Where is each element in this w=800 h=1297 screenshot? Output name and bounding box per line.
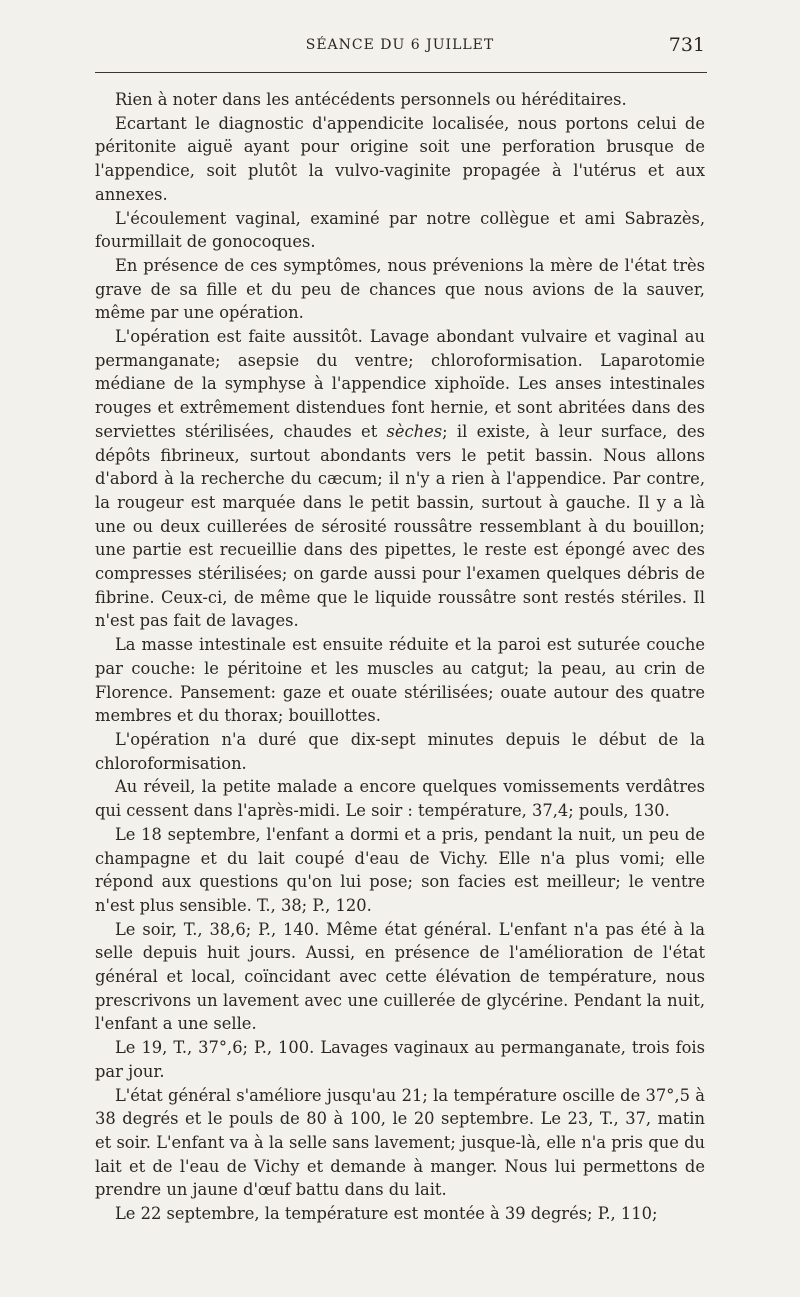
paragraph-part: L'opération est faite aussitôt. Lavage abondant vulvaire et vaginal au permanganate; asepsie du ventre; chloroformisation. Laparotomie médiane de la symphyse à l'appendice xiphoïde. Les anses intestinales rouges et extrêmement distendues font hernie, et sont abritées dans des serviettes stérilisées, chaudes et: [95, 327, 705, 441]
paragraph: L'état général s'améliore jusqu'au 21; la température oscille de 37°,5 à 38 degrés et le pouls de 80 à 100, le 20 septembre. Le 23, T., 37, matin et soir. L'enfant va à la selle sans lavement; jusque-là, elle n'a pris que du lait et de l'eau de Vichy et demande à manger. Nous lui permettons de prendre un jaune d'œuf battu dans du lait.: [95, 1085, 705, 1200]
header-rule: [95, 72, 707, 73]
page-header: [95, 34, 705, 60]
paragraph: La masse intestinale est ensuite réduite et la paroi est suturée couche par couche: le péritoine et les muscles au catgut; la peau, au crin de Florence. Pansement: gaze et ouate stérilisées; ouate autour des quatre membres et du thorax; bouillottes.: [95, 635, 705, 726]
paragraph: L'opération n'a duré que dix-sept minutes depuis le début de la chloroformisation.: [95, 729, 705, 773]
paragraph: Le soir, T., 38,6; P., 140. Même état général. L'enfant n'a pas été à la selle depuis huit jours. Aussi, en présence de l'amélioration de l'état général et local, coïncidant avec cette élévation de température, nous prescrivons un lavement avec une cuillerée de glycérine. Pendant la nuit, l'enfant a une selle.: [95, 919, 705, 1034]
paragraph: Ecartant le diagnostic d'appendicite localisée, nous portons celui de péritonite aiguë ayant pour origine soit une perforation brusque de l'appendice, soit plutôt la vulvo-vaginite propagée à l'utérus et aux annexes.: [95, 113, 705, 204]
paragraph: [95, 325, 705, 633]
body-text: [95, 88, 705, 1226]
running-title: SÉANCE DU 6 JUILLET: [305, 37, 495, 53]
paragraph: L'écoulement vaginal, examiné par notre collègue et ami Sabrazès, fourmillait de gonocoques.: [95, 208, 705, 252]
page-number: 731: [668, 34, 705, 56]
paragraph: En présence de ces symptômes, nous prévenions la mère de l'état très grave de sa fille et du peu de chances que nous avions de la sauver, même par une opération.: [95, 255, 705, 323]
paragraph: Le 19, T., 37°,6; P., 100. Lavages vaginaux au permanganate, trois fois par jour.: [95, 1038, 705, 1081]
paragraph-part: ; il existe, à leur surface, des dépôts fibrineux, surtout abondants vers le petit bassin. Nous allons d'abord à la recherche du cæcum; il n'y a rien à l'appendice. Par contre, la rougeur est marquée dans le petit bassin, surtout à gauche. Il y a là une ou deux cuillerées de sérosité roussâtre ressemblant à du bouillon; une partie est recueillie dans des pipettes, le reste est épongé avec des compresses stérilisées; on garde aussi pour l'examen quelques débris de fibrine. Ceux-ci, de même que le liquide roussâtre sont restés stériles. Il n'est pas fait de lavages.: [95, 421, 706, 631]
paragraph: Le 22 septembre, la température est montée à 39 degrés; P., 110;: [115, 1204, 658, 1224]
paragraph: Le 18 septembre, l'enfant a dormi et a pris, pendant la nuit, un peu de champagne et du lait coupé d'eau de Vichy. Elle n'a plus vomi; elle répond aux questions qu'on lui pose; son facies est meilleur; le ventre n'est plus sensible. T., 38; P., 120.: [95, 824, 705, 915]
paragraph: Au réveil, la petite malade a encore quelques vomissements verdâtres qui cessent dans l'après-midi. Le soir : température, 37,4; pouls, 130.: [95, 777, 705, 821]
emphasis: sèches: [386, 421, 443, 441]
paragraph: Rien à noter dans les antécédents personnels ou héréditaires.: [115, 90, 627, 109]
